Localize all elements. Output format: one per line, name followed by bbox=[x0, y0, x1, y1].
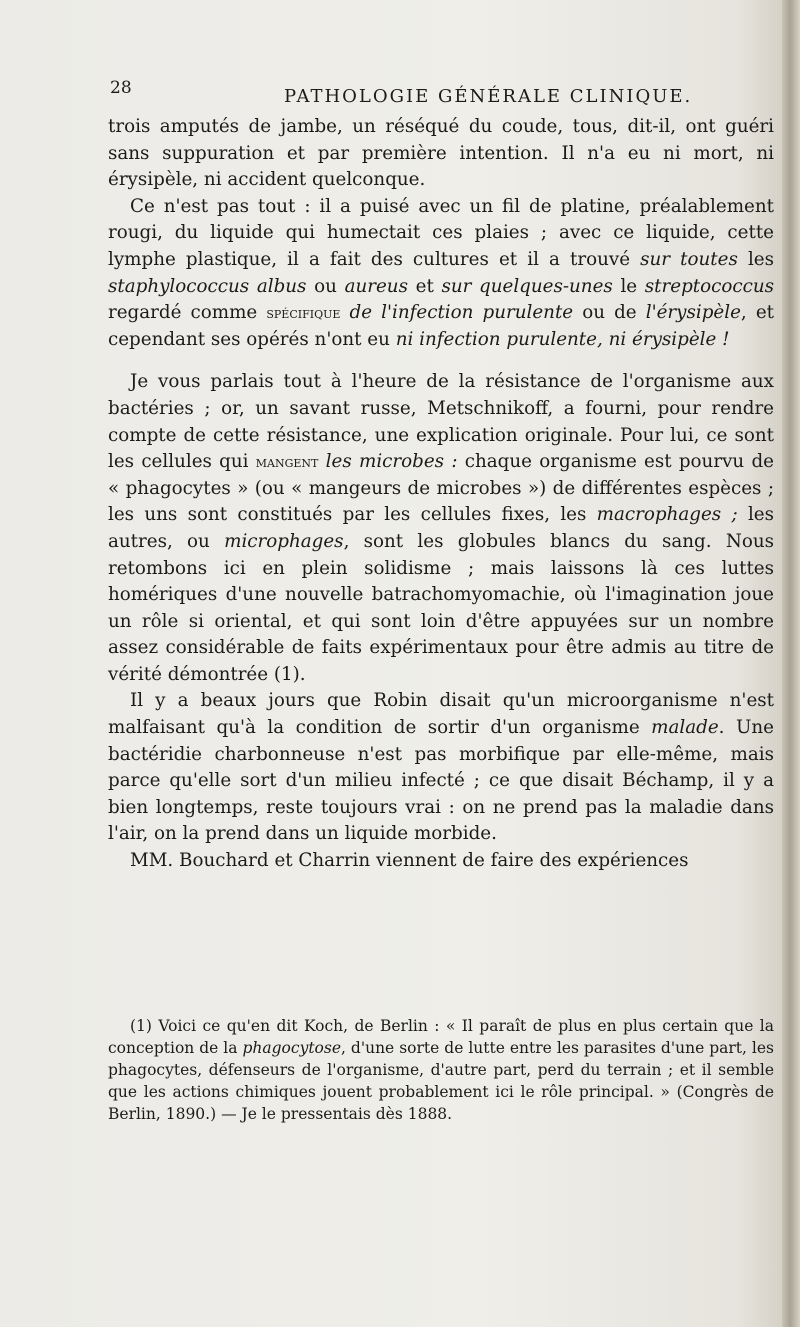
footnote-1 bbox=[108, 1015, 774, 1125]
p2-text-4: et bbox=[407, 275, 442, 297]
p5-text: MM. Bouchard et Charrin viennent de faire des expériences bbox=[130, 850, 689, 872]
paragraph-2 bbox=[108, 194, 774, 354]
p2-italic-1: sur toutes bbox=[640, 248, 738, 270]
p3-text-4: les autres, ou bbox=[108, 504, 774, 552]
p3-text-3: chaque organisme est pourvu de « phagocytes » (ou « mangeurs de microbes ») de différentes espèces ; les uns sont constitués par les cellules fixes, les bbox=[108, 451, 774, 526]
p2-italic-6: de l'infection purulente bbox=[349, 302, 574, 324]
running-title: PATHOLOGIE GÉNÉRALE CLINIQUE. bbox=[284, 86, 693, 107]
p2-italic-3: aureus bbox=[344, 275, 408, 297]
p2-italic-5: streptococcus bbox=[644, 275, 775, 297]
p3-text-1: Je vous parlais tout à l'heure de la résistance de l'organisme aux bactéries ; or, un savant russe, Metschnikoff, a fourni, pour rendre compte de cette résistance, une explication originale. Pour lui, ce sont les cellules qui bbox=[108, 371, 774, 473]
page-number: 28 bbox=[110, 78, 132, 98]
p3-italic-1: les microbes : bbox=[325, 451, 458, 473]
p2-text-5: le bbox=[612, 275, 645, 297]
p2-text-7 bbox=[340, 302, 349, 323]
p3-text-2 bbox=[318, 451, 325, 472]
p3-text-5: , sont les globules blancs du sang. Nous retombons ici en plein solidisme ; mais laissons là ces luttes homériques d'une nouvelle batrachomyomachie, où l'imagination joue un rôle si oriental, et qui sont loin d'être appuyées sur un nombre assez considérable de faits expérimentaux pour être admis au titre de vérité démontrée (1). bbox=[108, 530, 774, 685]
p2-italic-8: ni infection purulente, ni érysipèle ! bbox=[395, 328, 730, 350]
p2-text-6: regardé comme bbox=[108, 302, 267, 324]
page-header bbox=[110, 78, 770, 110]
p2-text-9: , et cependant ses opérés n'ont eu bbox=[108, 302, 774, 350]
p2-text-8: ou de bbox=[573, 302, 646, 324]
footnote bbox=[108, 1015, 774, 1125]
p4-italic-1: malade bbox=[651, 717, 719, 739]
p2-italic-7: l'érysipèle bbox=[645, 302, 741, 324]
p1-text: trois amputés de jambe, un réséqué du coude, tous, dit-il, ont guéri sans suppuration et par première intention. Il n'a eu ni mort, ni érysipèle, ni accident quelconque. bbox=[108, 116, 774, 191]
p3-italic-3: microphages bbox=[224, 530, 344, 552]
p2-text-1: Ce n'est pas tout : il a puisé avec un fil de platine, préalablement rougi, du liquide qui humectait ces plaies ; avec ce liquide, cette lymphe plastique, il a fait des cultures et il a trouvé bbox=[108, 195, 774, 270]
paragraph-3 bbox=[108, 369, 774, 688]
paragraph-1 bbox=[108, 114, 774, 194]
p3-italic-2: macrophages ; bbox=[596, 504, 738, 526]
p4-text-1: Il y a beaux jours que Robin disait qu'un microorganisme n'est malfaisant qu'à la condition de sortir d'un organisme bbox=[108, 690, 774, 739]
p3-smallcaps-1: mangent bbox=[255, 452, 319, 472]
fn-italic-1: phagocytose bbox=[242, 1039, 342, 1057]
paragraph-4 bbox=[108, 688, 774, 848]
main-text bbox=[108, 114, 774, 875]
paragraph-5 bbox=[108, 848, 774, 875]
p2-italic-4: sur quelques-unes bbox=[441, 275, 613, 297]
p2-text-3: ou bbox=[306, 275, 345, 297]
p4-text-2: . Une bactéridie charbonneuse n'est pas morbifique par elle-même, mais parce qu'elle sort d'un milieu infecté ; ce que disait Béchamp, il y a bien longtemps, reste toujours vrai : on ne prend pas la maladie dans l'air, on la prend dans un liquide morbide. bbox=[108, 717, 774, 845]
fn-text-2: , d'une sorte de lutte entre les parasites d'une part, les phagocytes, défenseurs de l'organisme, d'autre part, perd du terrain ; et il semble que les actions chimiques jouent probablement ici le rôle principal. » (Congrès de Berlin, 1890.) — Je le pressentais dès 1888. bbox=[108, 1039, 774, 1123]
p2-italic-2: staphylococcus albus bbox=[108, 275, 307, 297]
p2-text-2: les bbox=[737, 248, 774, 270]
page-edge-shadow bbox=[782, 0, 800, 1327]
fn-text-1: (1) Voici ce qu'en dit Koch, de Berlin : « Il paraît de plus en plus certain que la conception de la bbox=[108, 1017, 774, 1057]
p2-smallcaps-1: spécifique bbox=[266, 303, 341, 323]
